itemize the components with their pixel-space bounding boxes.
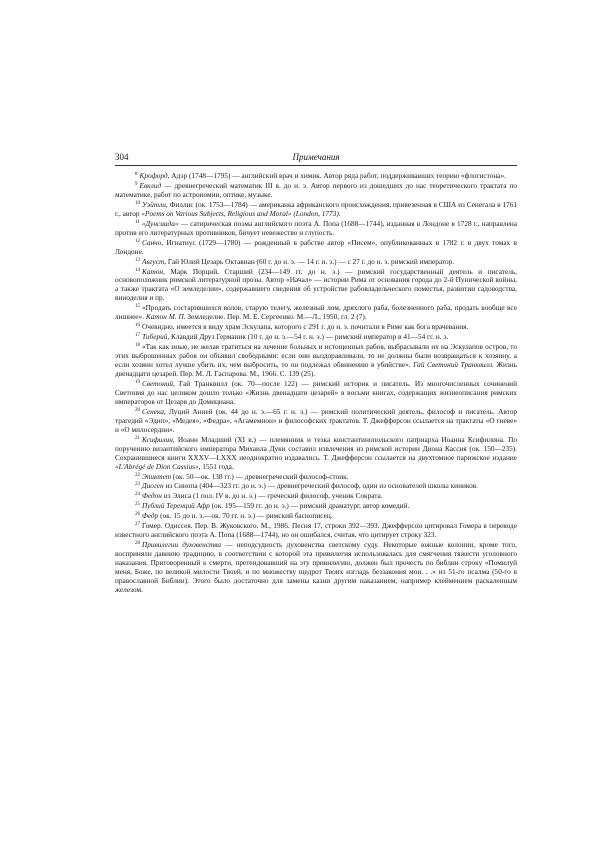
footnote-text: , Иоанн Младший (XI в.) — племянник и тезка константинопольского патриарха Иоанна Ксифилина. По поручению византийского императора Михаила Дуки составил извлечения из римской истории Диона Кассия (ок. 150—235). Сохранившиеся книги XXXV—LXXX неоднократно издавались. Т. Джефферсон ссылается на двухтомное парижское издание [115, 434, 517, 462]
footnote-italic-text: Публий Теренций Афр [142, 501, 210, 511]
footnote-number: 16 [135, 323, 140, 329]
footnote-number: 24 [135, 492, 140, 498]
footnote-number: 17 [135, 333, 140, 339]
footnote-text: , Гай Транквилл (ок. 70—после 122) — римский историк и писатель. Из многочисленных сочинений Светония до нас целиком дошло только «Жизнь двенадцати цезарей» в восьми книгах, содержащих жизнеописания римских императоров от Цезаря до Домициана. [115, 378, 517, 406]
notes-section [115, 171, 517, 595]
footnote-text: , Клавдий Друз Германик (10 г. до н. э.—54 г. н. э.) — римский император в 41—54 гг. н. э. [167, 332, 449, 342]
footnote-text: — неподсудность духовенства светскому суду. Некоторые южные колонии, кроме того, восприняли давнюю традицию, в соответствии с которой эта привилегия использовалась для смягчения тяжести уголовного наказания. Приговоренный к смерти, претендовавший на эту привилегию, должен был прочесть по библии строку «Помилуй меня, Боже, по великой милости Твоей, и по множеству щедрот Твоих изгладь беззакония мои. . .» из 51-го псалма (50-го в православной Библии). Этого было достаточно для замены казни другим наказанием, например клеймением раскаленным железом. [115, 540, 517, 594]
page-header [115, 152, 517, 164]
footnote-number: 19 [135, 379, 140, 385]
footnote-text: «Продать состарившихся волов, старую телегу, железный лом, дряхлого раба, болезненного раба, продать вообще все лишнее». [115, 303, 517, 322]
footnote-text: (ок. 50—ок. 138 гг.) — древнегреческий философ-стоик. [171, 471, 349, 481]
footnote-text: «Так как иные, не желая тратиться на лечение больных и истощенных рабов, выбрасывали их на Эскулапов остров, то этих выброшенных рабов он объявил свободными: если они выздоравливали, то не должны были возвращаться к хозяину, а если хозяин хотел лучше убить их, чем выбросить, то он подлежал обвинению в убийстве». [115, 342, 517, 370]
footnote-italic-text: «Poems on Various Subjects, Religious and Moral» (London, 1773) [141, 208, 339, 218]
footnote [115, 238, 517, 257]
footnote-number: 28 [135, 541, 140, 547]
footnote-text: Очевидно, имеется в виду храм Эскулапа, которого с 291 г. до н. э. почитали в Риме как бога врачевания. [142, 322, 469, 332]
footnote [115, 342, 517, 379]
footnote-text: (ок. 15 до н. э.—ок. 70 гг. н. э.) — римский баснописец. [158, 511, 333, 521]
footnote-number: 21 [135, 435, 140, 441]
footnote [115, 332, 517, 342]
footnote-number: 14 [135, 267, 140, 273]
footnote [115, 379, 517, 407]
footnote-italic-text: Катон М. П. [145, 312, 186, 322]
footnote [115, 407, 517, 435]
footnote-text: — сатирическая поэма английского поэта А. Попа (1688—1744), изданная в Лондоне в 1728 г., направлена против его литературных противников, бичует невежество и глупость. [115, 218, 517, 237]
footnote-text: Жизнь двенадцати цезарей. Пер. М. Л. Гаспарова. М., 1966. С. 139 (25). [115, 360, 517, 379]
footnote-italic-text: Федон [142, 491, 162, 501]
footnote-number: 9 [135, 181, 138, 187]
footnote-text: — древнегреческий математик III в. до н. э. Автор первого из дошедших до нас теоретического трактата по математике, работ по астрономии, оптике, музыке. [115, 180, 517, 199]
footnote-number: 15 [135, 304, 140, 310]
footnote-text: , Луций Анней (ок. 44 до н. э.—65 г. н. э.) — римский политический деятель, философ и писатель. Автор трагедий «Эдип», «Медея», «Федра», «Агамемнон» и философских трактатов. Т. Джефферсон ссылается на трактаты «О гневе» и «О милосердии». [115, 406, 517, 434]
footnote-italic-text: Август [142, 256, 165, 266]
footnote [115, 181, 517, 200]
footnote-text: , Игнатиус (1729—1780) — рожденный в рабстве автор «Писем», опубликованных в 1782 г. в двух томах в Лондоне. [115, 237, 517, 256]
footnote-italic-text: Ксифилин [142, 434, 173, 444]
footnote [115, 267, 517, 304]
footnote-italic-text: Диоген [142, 481, 164, 491]
footnote-text: из Элиса (1 пол. IV в. до н. э.) — греческий философ, ученик Сократа. [161, 491, 383, 501]
footnote [115, 491, 517, 501]
footnote-number: 20 [135, 407, 140, 413]
footnote [115, 472, 517, 482]
footnote [115, 501, 517, 511]
footnote-italic-text: Евклид [139, 180, 162, 190]
footnote-italic-text: Уэйтли [142, 199, 166, 209]
header-rule [115, 165, 517, 166]
footnote-text: Гомер. Одиссея. Пер. В. Жуковского. М., 1986. Песня 17, строки 392—393. Джефферсон цитировал Гомера в переводе известного английского поэта А. Попа (1688—1744), но он ошибался, считая, что цитирует строку 323. [115, 521, 517, 540]
footnote-italic-text: Тиберий [142, 332, 168, 342]
footnote-italic-text: Гай Светоний Транквилл. [413, 360, 494, 370]
footnote [115, 219, 517, 238]
footnote-number: 13 [135, 257, 140, 263]
footnote-number: 23 [135, 482, 140, 488]
footnote-italic-text: Эпиктет [142, 471, 172, 481]
footnote-italic-text: «Дунсиада» [141, 218, 179, 228]
footnote [115, 481, 517, 491]
footnote [115, 322, 517, 332]
footnote [115, 435, 517, 472]
footnote [115, 303, 517, 322]
footnote-text: из Синопа (404—323 гг. до н. э.) — древнегреческий философ, один из основателей школы киников. [163, 481, 478, 491]
footnote [115, 171, 517, 181]
footnote-number: 18 [135, 343, 140, 349]
footnote-italic-text: Санчо [142, 237, 162, 247]
footnote-italic-text: Светоний [142, 378, 174, 388]
footnote-number: 27 [135, 522, 140, 528]
footnote-italic-text: Привилегии духовенства [142, 540, 222, 550]
footnote-number: 25 [135, 502, 140, 508]
footnote-italic-text: Сенека [142, 406, 164, 416]
footnote-text: (ок. 195—159 гг. до н. э.) — римский драматург, автор комедий. [209, 501, 410, 511]
footnote-italic-text: Катон [142, 266, 164, 276]
footnote-text: , Адэр (1748—1795) — английский врач и химик. Автор ряда работ, поддерживавших теорию «флогистона». [167, 171, 506, 180]
footnote-text: Земледелие. Пер. М. Е. Сергеенко. М.—Л., 1950, гл. 2 (7). [185, 312, 367, 322]
running-title: Примечания [292, 152, 340, 162]
footnote [115, 200, 517, 219]
footnote [115, 257, 517, 267]
footnote-number: 8 [135, 172, 138, 177]
footnote-number: 22 [135, 472, 140, 478]
footnote-italic-text: Крофорд [139, 171, 168, 180]
footnote-text: , Гай Юлий Цезарь Октавиан (60 г. до н. э. — 14 г. н. э.) — с 27 г. до н. э. римский император. [164, 256, 455, 266]
footnote [115, 511, 517, 521]
footnote-text: , Филлис (ок. 1753—1784) — американка африканского происхождения, привезенная в США из Сенегала в 1761 г., автор [115, 199, 517, 218]
footnote-italic-text: Федр [142, 511, 159, 521]
footnote [115, 521, 517, 540]
footnote-number: 26 [135, 512, 140, 518]
footnote-italic-text: «L'Abrégé de Dion Cassius» [115, 461, 199, 471]
page-number: 304 [115, 152, 129, 162]
footnote-number: 12 [135, 238, 140, 244]
footnote-text: . [338, 208, 341, 218]
footnote-number: 10 [135, 200, 140, 206]
footnote [115, 540, 517, 595]
footnote-text: , Марк Порций, Старший (234—149 гг. до н. э.) — римский государственный деятель и писатель, основоположник римской литературной прозы. Автор «Начал» — истории Рима от основания города до 2-й Пунической войны, а также трактата «О земледелии», содержавшего сведения об устройстве рабовладельческого поместья, развитии садоводства, виноделия и пр. [115, 266, 517, 303]
footnote-text: , 1551 года. [198, 461, 234, 471]
footnote-number: 11 [135, 219, 140, 225]
